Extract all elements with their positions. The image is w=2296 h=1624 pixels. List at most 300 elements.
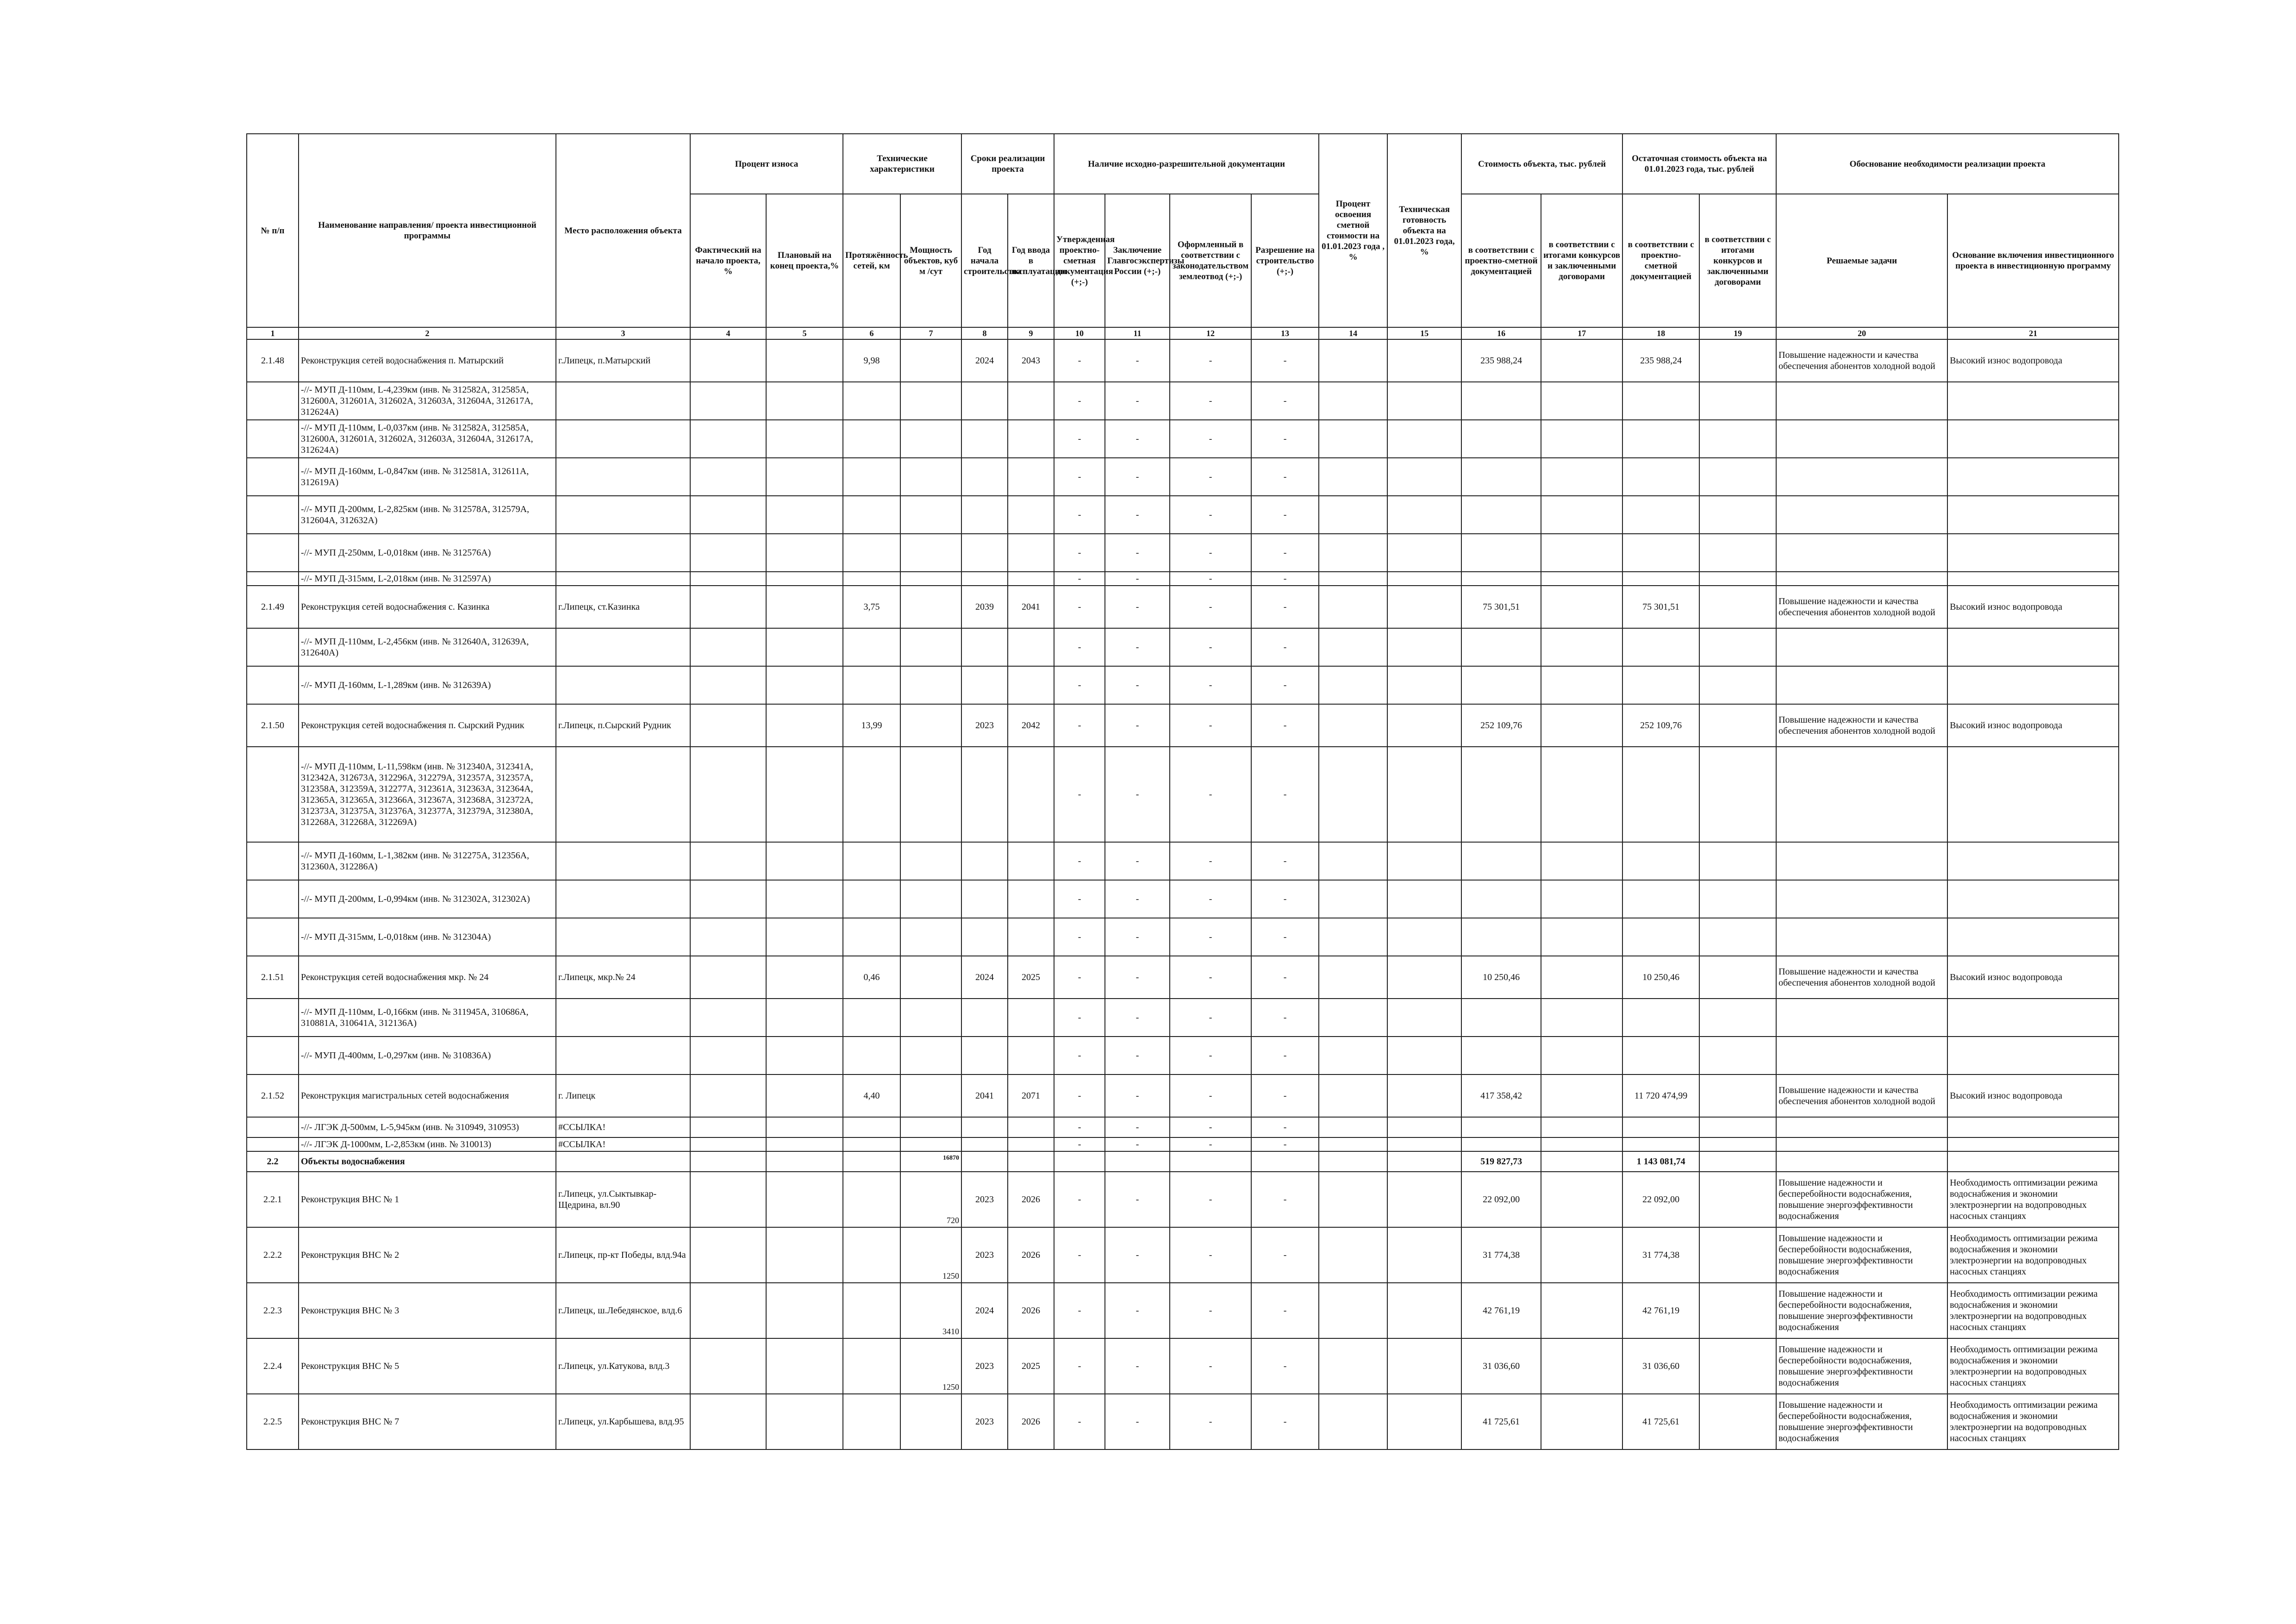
ref-error: #ССЫЛКА! xyxy=(556,1137,690,1151)
doc-flag: - xyxy=(1170,496,1251,534)
col-number: 8 xyxy=(961,327,1008,339)
cost-total: 519 827,73 xyxy=(1461,1151,1541,1172)
section-name: Объекты водоснабжения xyxy=(299,1151,556,1172)
col-number: 1 xyxy=(247,327,299,339)
doc-flag: - xyxy=(1054,420,1105,458)
col-number: 2 xyxy=(299,327,556,339)
rest-psd: 75 301,51 xyxy=(1622,586,1699,628)
section-row-2-2 xyxy=(247,1151,2119,1172)
end-year: 2041 xyxy=(1008,586,1054,628)
doc-flag: - xyxy=(1105,1172,1170,1227)
doc-flag: - xyxy=(1170,842,1251,880)
col-number: 9 xyxy=(1008,327,1054,339)
cost-psd: 41 725,61 xyxy=(1461,1394,1541,1449)
cost-psd: 31 036,60 xyxy=(1461,1338,1541,1394)
doc-flag: - xyxy=(1054,1037,1105,1074)
doc-flag: - xyxy=(1105,382,1170,420)
sub-row xyxy=(247,880,2119,918)
header-group-cost: Стоимость объекта, тыс. рублей xyxy=(1461,134,1622,194)
header-c7: Мощность объектов, куб м /сут xyxy=(900,194,961,327)
end-year: 2043 xyxy=(1008,339,1054,382)
reason-text: Необходимость оптимизации режима водоснабжения и экономии электроэнергии на водопроводных насосных станциях xyxy=(1947,1338,2119,1394)
sub-name: -//- МУП Д-110мм, L-4,239км (инв. № 312582А, 312585А, 312600А, 312601А, 312602А, 312603А, 312604А, 312617А, 312624А) xyxy=(299,382,556,420)
end-year: 2026 xyxy=(1008,1394,1054,1449)
doc-flag: - xyxy=(1054,339,1105,382)
project-name: Реконструкция сетей водоснабжения с. Казинка xyxy=(299,586,556,628)
row-number: 2.2.3 xyxy=(247,1283,299,1338)
sub-row xyxy=(247,628,2119,666)
doc-flag: - xyxy=(1054,999,1105,1037)
doc-flag: - xyxy=(1054,1137,1105,1151)
project-place: г.Липецк, ул.Сыктывкар-Щедрина, вл.90 xyxy=(556,1172,690,1227)
header-group-justification: Обоснование необходимости реализации проекта xyxy=(1776,134,2119,194)
end-year: 2042 xyxy=(1008,704,1054,747)
doc-flag: - xyxy=(1251,628,1319,666)
col-number: 10 xyxy=(1054,327,1105,339)
sub-name: -//- МУП Д-200мм, L-2,825км (инв. № 312578А, 312579А, 312604А, 312632А) xyxy=(299,496,556,534)
reason-text: Высокий износ водопровода xyxy=(1947,586,2119,628)
end-year: 2026 xyxy=(1008,1283,1054,1338)
doc-flag: - xyxy=(1170,572,1251,586)
header-row-1 xyxy=(247,134,2119,194)
header-num: № п/п xyxy=(247,134,299,327)
header-c5: Плановый на конец проекта,% xyxy=(766,194,843,327)
task-text: Повышение надежности и бесперебойности водоснабжения, повышение энергоэффективности водоснабжения xyxy=(1776,1394,1947,1449)
header-c13: Разрешение на строительство (+;-) xyxy=(1251,194,1319,327)
doc-flag: - xyxy=(1105,999,1170,1037)
cost-psd: 42 761,19 xyxy=(1461,1283,1541,1338)
doc-flag: - xyxy=(1105,628,1170,666)
power-value: 720 xyxy=(947,1216,960,1225)
doc-flag: - xyxy=(1170,1137,1251,1151)
project-name: Реконструкция сетей водоснабжения п. Сырский Рудник xyxy=(299,704,556,747)
sub-row xyxy=(247,420,2119,458)
doc-flag: - xyxy=(1105,880,1170,918)
header-c10: Утвержденная проектно-сметная документация (+;-) xyxy=(1054,194,1105,327)
col-number: 14 xyxy=(1319,327,1387,339)
rest-psd: 41 725,61 xyxy=(1622,1394,1699,1449)
row-number: 2.2 xyxy=(247,1151,299,1172)
doc-flag: - xyxy=(1170,420,1251,458)
doc-flag: - xyxy=(1251,1227,1319,1283)
wns-row-2-2-1 xyxy=(247,1172,2119,1227)
doc-flag: - xyxy=(1054,534,1105,572)
rest-psd: 10 250,46 xyxy=(1622,956,1699,999)
doc-flag: - xyxy=(1170,999,1251,1037)
cost-psd: 252 109,76 xyxy=(1461,704,1541,747)
cost-psd: 10 250,46 xyxy=(1461,956,1541,999)
doc-flag: - xyxy=(1251,339,1319,382)
project-name: Реконструкция ВНС № 1 xyxy=(299,1172,556,1227)
row-number: 2.1.52 xyxy=(247,1074,299,1117)
sub-row xyxy=(247,918,2119,956)
doc-flag: - xyxy=(1170,704,1251,747)
row-number: 2.2.2 xyxy=(247,1227,299,1283)
sub-row xyxy=(247,842,2119,880)
project-row-2-1-52 xyxy=(247,1074,2119,1117)
project-row-2-1-48 xyxy=(247,339,2119,382)
doc-flag: - xyxy=(1170,956,1251,999)
sub-name: -//- МУП Д-110мм, L-11,598км (инв. № 312340А, 312341А, 312342А, 312673А, 312296А, 312279А, 312357А, 312357А, 312358А, 312359А, 312277А, 312361А, 312363А, 312364А, 312365А, 312365А, 312366А, 312367А, 312368А, 312372А, 312373А, 312375А, 312376А, 312377А, 312379А, 312380А, 312268А, 312268А, 312269А) xyxy=(299,747,556,842)
doc-flag: - xyxy=(1170,339,1251,382)
doc-flag: - xyxy=(1170,534,1251,572)
doc-flag: - xyxy=(1251,458,1319,496)
doc-flag: - xyxy=(1251,999,1319,1037)
project-name: Реконструкция сетей водоснабжения п. Матырский xyxy=(299,339,556,382)
sub-name: -//- МУП Д-110мм, L-0,166км (инв. № 311945А, 310686А, 310881А, 310641А, 312136А) xyxy=(299,999,556,1037)
doc-flag: - xyxy=(1170,1338,1251,1394)
doc-flag: - xyxy=(1251,1283,1319,1338)
task-text: Повышение надежности и качества обеспечения абонентов холодной водой xyxy=(1776,586,1947,628)
network-length: 13,99 xyxy=(843,704,900,747)
header-c12: Оформленный в соответствии с законодательством землеотвод (+;-) xyxy=(1170,194,1251,327)
doc-flag: - xyxy=(1170,382,1251,420)
doc-flag: - xyxy=(1054,918,1105,956)
project-row-2-1-49 xyxy=(247,586,2119,628)
doc-flag: - xyxy=(1170,1172,1251,1227)
doc-flag: - xyxy=(1105,1037,1170,1074)
row-number: 2.2.4 xyxy=(247,1338,299,1394)
column-numbers-row xyxy=(247,327,2119,339)
doc-flag: - xyxy=(1251,586,1319,628)
sub-name: -//- МУП Д-315мм, L-2,018км (инв. № 312597А) xyxy=(299,572,556,586)
doc-flag: - xyxy=(1170,1283,1251,1338)
header-percent: Процент освоения сметной стоимости на 01.01.2023 года , % xyxy=(1319,134,1387,327)
doc-flag: - xyxy=(1251,880,1319,918)
doc-flag: - xyxy=(1251,382,1319,420)
doc-flag: - xyxy=(1054,956,1105,999)
project-name: Реконструкция ВНС № 3 xyxy=(299,1283,556,1338)
row-number: 2.1.49 xyxy=(247,586,299,628)
investment-program-table xyxy=(246,133,2119,1450)
reason-text: Необходимость оптимизации режима водоснабжения и экономии электроэнергии на водопроводных насосных станциях xyxy=(1947,1394,2119,1449)
header-c16: в соответствии с проектно-сметной документацией xyxy=(1461,194,1541,327)
rest-psd: 235 988,24 xyxy=(1622,339,1699,382)
doc-flag: - xyxy=(1170,747,1251,842)
doc-flag: - xyxy=(1105,666,1170,704)
reason-text: Необходимость оптимизации режима водоснабжения и экономии электроэнергии на водопроводных насосных станциях xyxy=(1947,1283,2119,1338)
doc-flag: - xyxy=(1251,1338,1319,1394)
header-group-tech: Технические характеристики xyxy=(843,134,961,194)
cost-psd: 31 774,38 xyxy=(1461,1227,1541,1283)
project-name: Реконструкция сетей водоснабжения мкр. № 24 xyxy=(299,956,556,999)
reason-text: Необходимость оптимизации режима водоснабжения и экономии электроэнергии на водопроводных насосных станциях xyxy=(1947,1227,2119,1283)
rest-psd: 22 092,00 xyxy=(1622,1172,1699,1227)
doc-flag: - xyxy=(1105,1338,1170,1394)
doc-flag: - xyxy=(1251,534,1319,572)
start-year: 2039 xyxy=(961,586,1008,628)
doc-flag: - xyxy=(1105,572,1170,586)
doc-flag: - xyxy=(1251,666,1319,704)
col-number: 18 xyxy=(1622,327,1699,339)
cost-psd: 22 092,00 xyxy=(1461,1172,1541,1227)
start-year: 2041 xyxy=(961,1074,1008,1117)
header-group-docs: Наличие исходно-разрешительной документации xyxy=(1054,134,1319,194)
power-total: 16870 xyxy=(943,1155,960,1162)
start-year: 2023 xyxy=(961,1172,1008,1227)
start-year: 2023 xyxy=(961,704,1008,747)
start-year: 2023 xyxy=(961,1227,1008,1283)
project-place: г.Липецк, ул.Карбышева, влд.95 xyxy=(556,1394,690,1449)
sub-name: -//- МУП Д-110мм, L-0,037км (инв. № 312582А, 312585А, 312600А, 312601А, 312602А, 312603А, 312604А, 312617А, 312624А) xyxy=(299,420,556,458)
project-place: г.Липецк, п.Сырский Рудник xyxy=(556,704,690,747)
task-text: Повышение надежности и бесперебойности водоснабжения, повышение энергоэффективности водоснабжения xyxy=(1776,1338,1947,1394)
doc-flag: - xyxy=(1251,704,1319,747)
col-number: 3 xyxy=(556,327,690,339)
network-length: 3,75 xyxy=(843,586,900,628)
cost-psd: 75 301,51 xyxy=(1461,586,1541,628)
doc-flag: - xyxy=(1105,1227,1170,1283)
network-length: 0,46 xyxy=(843,956,900,999)
header-c18: в соответствии с проектно-сметной документацией xyxy=(1622,194,1699,327)
doc-flag: - xyxy=(1251,1394,1319,1449)
doc-flag: - xyxy=(1105,339,1170,382)
start-year: 2024 xyxy=(961,339,1008,382)
end-year: 2026 xyxy=(1008,1227,1054,1283)
col-number: 4 xyxy=(690,327,766,339)
power-value: 1250 xyxy=(942,1382,960,1392)
ref-error: #ССЫЛКА! xyxy=(556,1117,690,1137)
doc-flag: - xyxy=(1170,628,1251,666)
sub-row xyxy=(247,572,2119,586)
col-number: 16 xyxy=(1461,327,1541,339)
doc-flag: - xyxy=(1170,586,1251,628)
task-text: Повышение надежности и качества обеспечения абонентов холодной водой xyxy=(1776,1074,1947,1117)
wns-row-2-2-3 xyxy=(247,1283,2119,1338)
project-place: г.Липецк, ул.Катукова, влд.3 xyxy=(556,1338,690,1394)
doc-flag: - xyxy=(1054,880,1105,918)
sub-name: -//- МУП Д-315мм, L-0,018км (инв. № 312304А) xyxy=(299,918,556,956)
col-number: 6 xyxy=(843,327,900,339)
doc-flag: - xyxy=(1054,747,1105,842)
sub-row xyxy=(247,666,2119,704)
doc-flag: - xyxy=(1054,1117,1105,1137)
start-year: 2024 xyxy=(961,956,1008,999)
project-place: г.Липецк, ст.Казинка xyxy=(556,586,690,628)
sub-name: -//- МУП Д-250мм, L-0,018км (инв. № 312576А) xyxy=(299,534,556,572)
network-length: 4,40 xyxy=(843,1074,900,1117)
reason-text: Высокий износ водопровода xyxy=(1947,956,2119,999)
doc-flag: - xyxy=(1170,1037,1251,1074)
doc-flag: - xyxy=(1105,842,1170,880)
doc-flag: - xyxy=(1251,496,1319,534)
task-text: Повышение надежности и бесперебойности водоснабжения, повышение энергоэффективности водоснабжения xyxy=(1776,1172,1947,1227)
doc-flag: - xyxy=(1054,496,1105,534)
doc-flag: - xyxy=(1251,1137,1319,1151)
reason-text: Высокий износ водопровода xyxy=(1947,704,2119,747)
header-c11: Заключение Главгосэкспертизы России (+;-) xyxy=(1105,194,1170,327)
task-text: Повышение надежности и бесперебойности водоснабжения, повышение энергоэффективности водоснабжения xyxy=(1776,1227,1947,1283)
project-place: г.Липецк, п.Матырский xyxy=(556,339,690,382)
doc-flag: - xyxy=(1054,704,1105,747)
doc-flag: - xyxy=(1170,918,1251,956)
header-group-wear: Процент износа xyxy=(690,134,843,194)
header-place: Место расположения объекта xyxy=(556,134,690,327)
doc-flag: - xyxy=(1054,586,1105,628)
header-name: Наименование направления/ проекта инвестиционной программы xyxy=(299,134,556,327)
doc-flag: - xyxy=(1251,1037,1319,1074)
header-c20: Решаемые задачи xyxy=(1776,194,1947,327)
doc-flag: - xyxy=(1170,666,1251,704)
rest-psd: 31 036,60 xyxy=(1622,1338,1699,1394)
col-number: 11 xyxy=(1105,327,1170,339)
project-name: Реконструкция ВНС № 5 xyxy=(299,1338,556,1394)
doc-flag: - xyxy=(1054,458,1105,496)
end-year: 2025 xyxy=(1008,1338,1054,1394)
start-year: 2023 xyxy=(961,1338,1008,1394)
sub-row xyxy=(247,747,2119,842)
rest-psd: 11 720 474,99 xyxy=(1622,1074,1699,1117)
doc-flag: - xyxy=(1170,1117,1251,1137)
header-group-terms: Сроки реализации проекта xyxy=(961,134,1054,194)
doc-flag: - xyxy=(1105,747,1170,842)
doc-flag: - xyxy=(1105,420,1170,458)
cost-psd: 417 358,42 xyxy=(1461,1074,1541,1117)
start-year: 2024 xyxy=(961,1283,1008,1338)
doc-flag: - xyxy=(1251,1172,1319,1227)
sub-row xyxy=(247,999,2119,1037)
doc-flag: - xyxy=(1170,1227,1251,1283)
doc-flag: - xyxy=(1170,1074,1251,1117)
doc-flag: - xyxy=(1054,842,1105,880)
end-year: 2025 xyxy=(1008,956,1054,999)
project-name: Реконструкция магистральных сетей водоснабжения xyxy=(299,1074,556,1117)
doc-flag: - xyxy=(1251,1074,1319,1117)
row-number: 2.1.51 xyxy=(247,956,299,999)
doc-flag: - xyxy=(1054,1394,1105,1449)
doc-flag: - xyxy=(1054,572,1105,586)
sub-row xyxy=(247,458,2119,496)
doc-flag: - xyxy=(1105,458,1170,496)
project-place: г. Липецк xyxy=(556,1074,690,1117)
doc-flag: - xyxy=(1105,956,1170,999)
rest-psd: 42 761,19 xyxy=(1622,1283,1699,1338)
wns-row-2-2-4 xyxy=(247,1338,2119,1394)
col-number: 21 xyxy=(1947,327,2119,339)
col-number: 19 xyxy=(1699,327,1776,339)
doc-flag: - xyxy=(1105,586,1170,628)
header-c4: Фактический на начало проекта, % xyxy=(690,194,766,327)
header-c17: в соответствии с итогами конкурсов и заключенными договорами xyxy=(1541,194,1622,327)
row-number: 2.1.50 xyxy=(247,704,299,747)
sub-name: -//- МУП Д-160мм, L-1,289км (инв. № 312639А) xyxy=(299,666,556,704)
sub-row xyxy=(247,534,2119,572)
task-text: Повышение надежности и качества обеспечения абонентов холодной водой xyxy=(1776,704,1947,747)
sub-row xyxy=(247,1037,2119,1074)
doc-flag: - xyxy=(1105,1283,1170,1338)
doc-flag: - xyxy=(1170,1394,1251,1449)
project-row-2-1-51 xyxy=(247,956,2119,999)
doc-flag: - xyxy=(1054,1172,1105,1227)
doc-flag: - xyxy=(1251,420,1319,458)
col-number: 12 xyxy=(1170,327,1251,339)
col-number: 7 xyxy=(900,327,961,339)
col-number: 20 xyxy=(1776,327,1947,339)
header-readiness: Техническая готовность объекта на 01.01.2023 года, % xyxy=(1387,134,1461,327)
doc-flag: - xyxy=(1054,1074,1105,1117)
col-number: 15 xyxy=(1387,327,1461,339)
power-value: 3410 xyxy=(942,1327,960,1336)
doc-flag: - xyxy=(1054,628,1105,666)
doc-flag: - xyxy=(1054,382,1105,420)
col-number: 5 xyxy=(766,327,843,339)
row-number: 2.1.48 xyxy=(247,339,299,382)
end-year: 2071 xyxy=(1008,1074,1054,1117)
sub-name: -//- ЛГЭК Д-500мм, L-5,945км (инв. № 310949, 310953) xyxy=(299,1117,556,1137)
sub-name: -//- МУП Д-200мм, L-0,994км (инв. № 312302А, 312302А) xyxy=(299,880,556,918)
sub-row xyxy=(247,382,2119,420)
task-text: Повышение надежности и бесперебойности водоснабжения, повышение энергоэффективности водоснабжения xyxy=(1776,1283,1947,1338)
doc-flag: - xyxy=(1054,1283,1105,1338)
header-c19: в соответствии с итогами конкурсов и заключенными договорами xyxy=(1699,194,1776,327)
header-c9: Год ввода в эксплуатацию xyxy=(1008,194,1054,327)
doc-flag: - xyxy=(1105,1394,1170,1449)
doc-flag: - xyxy=(1251,572,1319,586)
doc-flag: - xyxy=(1251,956,1319,999)
sub-name: -//- МУП Д-110мм, L-2,456км (инв. № 312640А, 312639А, 312640А) xyxy=(299,628,556,666)
col-number: 17 xyxy=(1541,327,1622,339)
project-place: г.Липецк, мкр.№ 24 xyxy=(556,956,690,999)
rest-psd: 31 774,38 xyxy=(1622,1227,1699,1283)
reason-text: Высокий износ водопровода xyxy=(1947,1074,2119,1117)
doc-flag: - xyxy=(1251,747,1319,842)
end-year: 2026 xyxy=(1008,1172,1054,1227)
task-text: Повышение надежности и качества обеспечения абонентов холодной водой xyxy=(1776,339,1947,382)
sub-name: -//- МУП Д-160мм, L-1,382км (инв. № 312275А, 312356А, 312360А, 312286А) xyxy=(299,842,556,880)
doc-flag: - xyxy=(1105,534,1170,572)
col-number: 13 xyxy=(1251,327,1319,339)
sub-row xyxy=(247,1137,2119,1151)
start-year: 2023 xyxy=(961,1394,1008,1449)
task-text: Повышение надежности и качества обеспечения абонентов холодной водой xyxy=(1776,956,1947,999)
doc-flag: - xyxy=(1251,842,1319,880)
network-length: 9,98 xyxy=(843,339,900,382)
row-number: 2.2.1 xyxy=(247,1172,299,1227)
wns-row-2-2-2 xyxy=(247,1227,2119,1283)
row-number: 2.2.5 xyxy=(247,1394,299,1449)
doc-flag: - xyxy=(1105,1074,1170,1117)
sub-row xyxy=(247,1117,2119,1137)
doc-flag: - xyxy=(1054,666,1105,704)
project-name: Реконструкция ВНС № 7 xyxy=(299,1394,556,1449)
doc-flag: - xyxy=(1170,880,1251,918)
sub-name: -//- МУП Д-160мм, L-0,847км (инв. № 312581А, 312611А, 312619А) xyxy=(299,458,556,496)
header-group-rest: Остаточная стоимость объекта на 01.01.2023 года, тыс. рублей xyxy=(1622,134,1776,194)
doc-flag: - xyxy=(1105,1117,1170,1137)
doc-flag: - xyxy=(1105,704,1170,747)
sub-name: -//- ЛГЭК Д-1000мм, L-2,853км (инв. № 310013) xyxy=(299,1137,556,1151)
doc-flag: - xyxy=(1105,918,1170,956)
doc-flag: - xyxy=(1054,1227,1105,1283)
project-place: г.Липецк, пр-кт Победы, влд.94а xyxy=(556,1227,690,1283)
power-value: 1250 xyxy=(942,1271,960,1280)
sub-row xyxy=(247,496,2119,534)
doc-flag: - xyxy=(1251,1117,1319,1137)
wns-row-2-2-5 xyxy=(247,1394,2119,1449)
project-name: Реконструкция ВНС № 2 xyxy=(299,1227,556,1283)
header-c21: Основание включения инвестиционного проекта в инвестиционную программу xyxy=(1947,194,2119,327)
sub-name: -//- МУП Д-400мм, L-0,297км (инв. № 310836А) xyxy=(299,1037,556,1074)
doc-flag: - xyxy=(1054,1338,1105,1394)
doc-flag: - xyxy=(1105,1137,1170,1151)
reason-text: Высокий износ водопровода xyxy=(1947,339,2119,382)
reason-text: Необходимость оптимизации режима водоснабжения и экономии электроэнергии на водопроводных насосных станциях xyxy=(1947,1172,2119,1227)
doc-flag: - xyxy=(1251,918,1319,956)
project-row-2-1-50 xyxy=(247,704,2119,747)
rest-total: 1 143 081,74 xyxy=(1622,1151,1699,1172)
doc-flag: - xyxy=(1170,458,1251,496)
rest-psd: 252 109,76 xyxy=(1622,704,1699,747)
